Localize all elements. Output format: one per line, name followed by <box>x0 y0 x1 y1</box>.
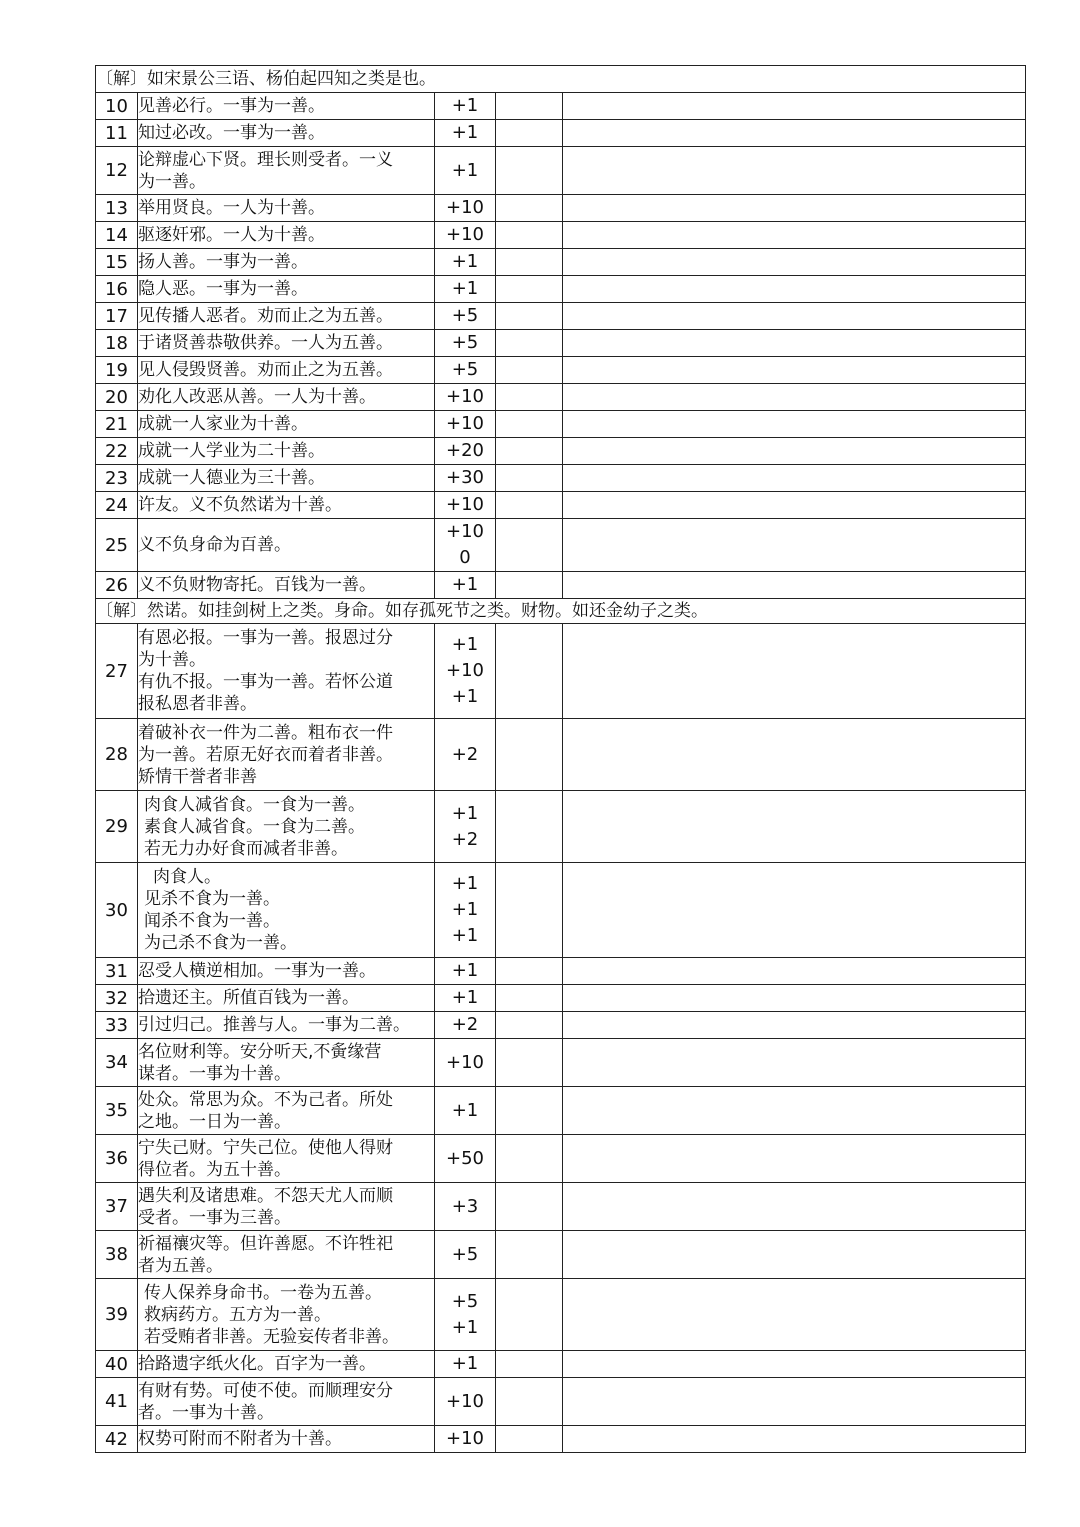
empty-tally-cell[interactable] <box>496 222 563 249</box>
merit-score <box>435 249 496 276</box>
table-row <box>96 411 1026 438</box>
score-value: +10 <box>446 660 484 681</box>
merit-description <box>138 1279 435 1351</box>
empty-notes-cell[interactable] <box>563 147 1026 195</box>
merit-score <box>435 411 496 438</box>
table-row <box>96 863 1026 958</box>
row-number: 13 <box>96 195 138 222</box>
merit-score <box>435 1351 496 1378</box>
merit-description <box>138 93 435 120</box>
empty-notes-cell[interactable] <box>563 357 1026 384</box>
row-number: 35 <box>96 1087 138 1135</box>
empty-tally-cell[interactable] <box>496 791 563 863</box>
empty-notes-cell[interactable] <box>563 195 1026 222</box>
score-value: +5 <box>451 332 479 353</box>
description-line: 矫情干誉者非善 <box>138 766 257 787</box>
merit-description <box>138 492 435 519</box>
table-row <box>96 492 1026 519</box>
score-value: +1 <box>451 1353 479 1374</box>
empty-notes-cell[interactable] <box>563 465 1026 492</box>
merit-score <box>435 438 496 465</box>
merit-score <box>435 1426 496 1453</box>
description-line: 着破补衣一件为二善。粗布衣一件 <box>138 722 393 743</box>
merit-score <box>435 276 496 303</box>
note-row <box>96 66 1026 93</box>
merit-description <box>138 357 435 384</box>
merit-score <box>435 1087 496 1135</box>
description-line: 受者。一事为三善。 <box>138 1207 291 1228</box>
description-line: 劝化人改恶从善。一人为十善。 <box>138 387 376 407</box>
description-line: 之地。一日为一善。 <box>138 1111 291 1132</box>
row-number: 25 <box>96 519 138 572</box>
merit-description <box>138 249 435 276</box>
merit-description <box>138 791 435 863</box>
score-value: +5 <box>451 1243 479 1265</box>
score-value: +1 <box>451 95 479 116</box>
merit-score <box>435 985 496 1012</box>
score-value: +10 <box>446 1051 484 1073</box>
merit-score <box>435 863 496 958</box>
empty-notes-cell[interactable] <box>563 222 1026 249</box>
description-line: 祈福禳灾等。但许善愿。不许牲祀 <box>138 1233 393 1254</box>
table-row <box>96 519 1026 572</box>
empty-notes-cell[interactable] <box>563 411 1026 438</box>
table-row <box>96 249 1026 276</box>
empty-tally-cell[interactable] <box>496 519 563 572</box>
row-number: 12 <box>96 147 138 195</box>
row-number: 26 <box>96 572 138 599</box>
score-value: +10 <box>446 494 484 515</box>
table-row <box>96 572 1026 599</box>
table-row <box>96 1012 1026 1039</box>
score-value: 0 <box>459 547 471 568</box>
score-value: +50 <box>446 1147 484 1169</box>
table-row <box>96 1231 1026 1279</box>
row-number: 19 <box>96 357 138 384</box>
score-value: +1 <box>451 802 479 824</box>
empty-tally-cell[interactable] <box>496 958 563 985</box>
score-value: +10 <box>446 224 484 245</box>
description-line: 许友。义不负然诺为十善。 <box>138 495 342 515</box>
empty-notes-cell[interactable] <box>563 1012 1026 1039</box>
description-line: 宁失己财。宁失己位。使他人得财 <box>138 1137 393 1158</box>
empty-tally-cell[interactable] <box>496 330 563 357</box>
merit-description <box>138 303 435 330</box>
merit-score <box>435 1183 496 1231</box>
merit-score <box>435 330 496 357</box>
empty-notes-cell[interactable] <box>563 303 1026 330</box>
merit-description <box>138 276 435 303</box>
score-value: +10 <box>446 1428 484 1449</box>
row-number: 20 <box>96 384 138 411</box>
description-line: 见善必行。一事为一善。 <box>138 96 325 116</box>
merit-description <box>138 719 435 791</box>
merit-description <box>138 1135 435 1183</box>
empty-tally-cell[interactable] <box>496 147 563 195</box>
row-number: 18 <box>96 330 138 357</box>
score-value: +1 <box>451 1099 479 1121</box>
table-row <box>96 330 1026 357</box>
table-row <box>96 1039 1026 1087</box>
table-row <box>96 438 1026 465</box>
score-value: +30 <box>446 467 484 488</box>
row-number: 42 <box>96 1426 138 1453</box>
description-line: 传人保养身命书。一卷为五善。 <box>144 1282 382 1303</box>
merit-description <box>138 384 435 411</box>
empty-tally-cell[interactable] <box>496 719 563 791</box>
empty-notes-cell[interactable] <box>563 1231 1026 1279</box>
merit-score <box>435 120 496 147</box>
empty-notes-cell[interactable] <box>563 249 1026 276</box>
description-line: 肉食人减省食。一食为一善。 <box>144 794 365 815</box>
merit-description <box>138 411 435 438</box>
score-value: +1 <box>451 634 479 655</box>
merit-score <box>435 1135 496 1183</box>
merit-score <box>435 791 496 863</box>
note-row <box>96 599 1026 624</box>
empty-tally-cell[interactable] <box>496 1183 563 1231</box>
empty-tally-cell[interactable] <box>496 1135 563 1183</box>
merit-score <box>435 1231 496 1279</box>
empty-notes-cell[interactable] <box>563 985 1026 1012</box>
empty-tally-cell[interactable] <box>496 303 563 330</box>
description-line: 遇失利及诸患难。不怨天尤人而顺 <box>138 1185 393 1206</box>
empty-notes-cell[interactable] <box>563 1279 1026 1351</box>
merit-description <box>138 624 435 719</box>
merit-description <box>138 1183 435 1231</box>
score-value: +1 <box>451 987 479 1008</box>
empty-notes-cell[interactable] <box>563 384 1026 411</box>
merit-score <box>435 357 496 384</box>
score-value: +1 <box>451 278 479 299</box>
empty-tally-cell[interactable] <box>496 249 563 276</box>
table-row <box>96 1351 1026 1378</box>
empty-tally-cell[interactable] <box>496 1351 563 1378</box>
score-value: +1 <box>451 122 479 143</box>
description-line: 义不负身命为百善。 <box>138 535 291 555</box>
row-number: 38 <box>96 1231 138 1279</box>
merit-score <box>435 147 496 195</box>
merit-description <box>138 1426 435 1453</box>
description-line: 有财有势。可使不使。而顺理安分 <box>138 1380 393 1401</box>
empty-notes-cell[interactable] <box>563 572 1026 599</box>
merit-description <box>138 147 435 195</box>
empty-notes-cell[interactable] <box>563 719 1026 791</box>
row-number: 14 <box>96 222 138 249</box>
description-line: 得位者。为五十善。 <box>138 1159 291 1180</box>
table-row <box>96 958 1026 985</box>
description-line: 肉食人。 <box>153 867 221 887</box>
description-line: 为己杀不食为一善。 <box>144 933 297 953</box>
empty-tally-cell[interactable] <box>496 195 563 222</box>
merit-description <box>138 863 435 958</box>
description-line: 隐人恶。一事为一善。 <box>138 279 308 299</box>
empty-tally-cell[interactable] <box>496 985 563 1012</box>
description-line: 名位财利等。安分听天,不夤缘营 <box>138 1041 382 1062</box>
description-line: 成就一人学业为二十善。 <box>138 441 325 461</box>
row-number: 11 <box>96 120 138 147</box>
row-number: 29 <box>96 791 138 863</box>
description-line: 报私恩者非善。 <box>138 694 257 714</box>
empty-notes-cell[interactable] <box>563 120 1026 147</box>
row-number: 15 <box>96 249 138 276</box>
note-text: 〔解〕如宋景公三语、杨伯起四知之类是也。 <box>96 66 1026 93</box>
description-line: 论辩虚心下贤。理长则受者。一义 <box>138 149 393 170</box>
description-line: 拾路遗字纸火化。百字为一善。 <box>138 1354 376 1374</box>
empty-notes-cell[interactable] <box>563 958 1026 985</box>
description-line: 知过必改。一事为一善。 <box>138 123 325 143</box>
empty-notes-cell[interactable] <box>563 863 1026 958</box>
empty-notes-cell[interactable] <box>563 1183 1026 1231</box>
table-row <box>96 624 1026 719</box>
empty-notes-cell[interactable] <box>563 330 1026 357</box>
description-line: 见杀不食为一善。 <box>144 889 280 909</box>
row-number: 17 <box>96 303 138 330</box>
description-line: 者。一事为十善。 <box>138 1402 274 1423</box>
empty-notes-cell[interactable] <box>563 93 1026 120</box>
empty-notes-cell[interactable] <box>563 1135 1026 1183</box>
merit-description <box>138 330 435 357</box>
empty-notes-cell[interactable] <box>563 519 1026 572</box>
score-value: +1 <box>451 925 479 946</box>
row-number: 31 <box>96 958 138 985</box>
empty-notes-cell[interactable] <box>563 1087 1026 1135</box>
merit-score <box>435 384 496 411</box>
score-value: +1 <box>451 159 479 181</box>
merit-description <box>138 465 435 492</box>
empty-notes-cell[interactable] <box>563 1378 1026 1426</box>
empty-tally-cell[interactable] <box>496 1426 563 1453</box>
empty-notes-cell[interactable] <box>563 1039 1026 1087</box>
score-value: +1 <box>451 873 479 894</box>
row-number: 32 <box>96 985 138 1012</box>
description-line: 见传播人恶者。劝而止之为五善。 <box>138 306 393 326</box>
score-value: +1 <box>451 960 479 981</box>
score-value: +2 <box>451 743 479 765</box>
table-row <box>96 303 1026 330</box>
empty-tally-cell[interactable] <box>496 465 563 492</box>
table-row <box>96 195 1026 222</box>
score-value: +20 <box>446 440 484 461</box>
empty-tally-cell[interactable] <box>496 120 563 147</box>
merit-description <box>138 958 435 985</box>
row-number: 41 <box>96 1378 138 1426</box>
merit-score <box>435 958 496 985</box>
empty-tally-cell[interactable] <box>496 492 563 519</box>
row-number: 21 <box>96 411 138 438</box>
empty-tally-cell[interactable] <box>496 438 563 465</box>
description-line: 若受贿者非善。无验妄传者非善。 <box>144 1326 399 1347</box>
score-value: +10 <box>446 1390 484 1412</box>
merit-description <box>138 1378 435 1426</box>
description-line: 闻杀不食为一善。 <box>144 911 280 931</box>
row-number: 36 <box>96 1135 138 1183</box>
merit-description <box>138 572 435 599</box>
empty-notes-cell[interactable] <box>563 1426 1026 1453</box>
empty-tally-cell[interactable] <box>496 863 563 958</box>
merit-score <box>435 519 496 572</box>
description-line: 驱逐奸邪。一人为十善。 <box>138 225 325 245</box>
score-value: +1 <box>451 574 479 595</box>
table-row <box>96 1378 1026 1426</box>
score-value: +3 <box>451 1195 479 1217</box>
merit-description <box>138 222 435 249</box>
description-line: 引过归己。推善与人。一事为二善。 <box>138 1015 410 1035</box>
empty-tally-cell[interactable] <box>496 1378 563 1426</box>
description-line: 救病药方。五方为一善。 <box>144 1304 331 1325</box>
empty-tally-cell[interactable] <box>496 276 563 303</box>
description-line: 成就一人德业为三十善。 <box>138 468 325 488</box>
merit-description <box>138 519 435 572</box>
merit-score <box>435 1039 496 1087</box>
row-number: 10 <box>96 93 138 120</box>
note-text: 〔解〕然诺。如挂剑树上之类。身命。如存孤死节之类。财物。如还金幼子之类。 <box>96 599 1026 624</box>
row-number: 40 <box>96 1351 138 1378</box>
empty-notes-cell[interactable] <box>563 1351 1026 1378</box>
table-row <box>96 1135 1026 1183</box>
row-number: 16 <box>96 276 138 303</box>
empty-notes-cell[interactable] <box>563 791 1026 863</box>
description-line: 为十善。 <box>138 650 206 670</box>
row-number: 23 <box>96 465 138 492</box>
description-line: 谋者。一事为十善。 <box>138 1063 291 1084</box>
empty-notes-cell[interactable] <box>563 276 1026 303</box>
empty-tally-cell[interactable] <box>496 384 563 411</box>
empty-tally-cell[interactable] <box>496 1231 563 1279</box>
description-line: 有恩必报。一事为一善。报恩过分 <box>138 628 393 648</box>
empty-tally-cell[interactable] <box>496 93 563 120</box>
description-line: 者为五善。 <box>138 1255 223 1276</box>
description-line: 若无力办好食而减者非善。 <box>144 838 348 859</box>
row-number: 30 <box>96 863 138 958</box>
table-row <box>96 276 1026 303</box>
row-number: 33 <box>96 1012 138 1039</box>
row-number: 34 <box>96 1039 138 1087</box>
score-value: +1 <box>451 1316 479 1338</box>
description-line: 扬人善。一事为一善。 <box>138 252 308 272</box>
table-row <box>96 384 1026 411</box>
merit-score <box>435 719 496 791</box>
score-value: +10 <box>446 521 484 542</box>
merit-score <box>435 572 496 599</box>
merit-description <box>138 120 435 147</box>
description-line: 素食人减省食。一食为二善。 <box>144 816 365 837</box>
table-row <box>96 791 1026 863</box>
row-number: 24 <box>96 492 138 519</box>
description-line: 举用贤良。一人为十善。 <box>138 198 325 218</box>
table-row <box>96 465 1026 492</box>
score-value: +1 <box>451 686 479 707</box>
row-number: 27 <box>96 624 138 719</box>
score-value: +2 <box>451 1014 479 1035</box>
description-line: 有仇不报。一事为一善。若怀公道 <box>138 672 393 692</box>
description-line: 于诸贤善恭敬供养。一人为五善。 <box>138 333 393 353</box>
score-value: +5 <box>451 359 479 380</box>
table-row <box>96 93 1026 120</box>
description-line: 处众。常思为众。不为己者。所处 <box>138 1089 393 1110</box>
merit-description <box>138 1231 435 1279</box>
merit-score <box>435 1279 496 1351</box>
table-row <box>96 222 1026 249</box>
row-number: 28 <box>96 719 138 791</box>
description-line: 权势可附而不附者为十善。 <box>138 1429 342 1449</box>
empty-tally-cell[interactable] <box>496 411 563 438</box>
empty-notes-cell[interactable] <box>563 624 1026 719</box>
table-row <box>96 1183 1026 1231</box>
table-row <box>96 1426 1026 1453</box>
score-value: +1 <box>451 251 479 272</box>
empty-tally-cell[interactable] <box>496 1087 563 1135</box>
description-line: 忍受人横逆相加。一事为一善。 <box>138 961 376 981</box>
merit-score <box>435 303 496 330</box>
table-row <box>96 1087 1026 1135</box>
merit-score <box>435 93 496 120</box>
empty-tally-cell[interactable] <box>496 357 563 384</box>
description-line: 见人侵毁贤善。劝而止之为五善。 <box>138 360 393 380</box>
row-number: 39 <box>96 1279 138 1351</box>
merit-ledger-table <box>95 65 1026 1453</box>
merit-description <box>138 985 435 1012</box>
merit-description <box>138 1039 435 1087</box>
score-value: +1 <box>451 899 479 920</box>
score-value: +10 <box>446 197 484 218</box>
table-row <box>96 357 1026 384</box>
merit-score <box>435 624 496 719</box>
table-row <box>96 1279 1026 1351</box>
merit-description <box>138 1087 435 1135</box>
merit-description <box>138 195 435 222</box>
score-value: +2 <box>451 828 479 850</box>
table-row <box>96 719 1026 791</box>
description-line: 成就一人家业为十善。 <box>138 414 308 434</box>
description-line: 义不负财物寄托。百钱为一善。 <box>138 575 376 595</box>
description-line: 为一善。 <box>138 171 206 192</box>
table-row <box>96 147 1026 195</box>
score-value: +5 <box>451 1290 479 1312</box>
row-number: 37 <box>96 1183 138 1231</box>
empty-tally-cell[interactable] <box>496 1279 563 1351</box>
merit-score <box>435 222 496 249</box>
merit-description <box>138 438 435 465</box>
ledger-body <box>96 66 1026 1453</box>
score-value: +10 <box>446 386 484 407</box>
row-number: 22 <box>96 438 138 465</box>
description-line: 拾遗还主。所值百钱为一善。 <box>138 988 359 1008</box>
score-value: +10 <box>446 413 484 434</box>
empty-tally-cell[interactable] <box>496 1012 563 1039</box>
table-row <box>96 120 1026 147</box>
score-value: +5 <box>451 305 479 326</box>
empty-tally-cell[interactable] <box>496 572 563 599</box>
empty-tally-cell[interactable] <box>496 624 563 719</box>
merit-score <box>435 195 496 222</box>
merit-description <box>138 1351 435 1378</box>
merit-score <box>435 1012 496 1039</box>
merit-score <box>435 492 496 519</box>
merit-score <box>435 1378 496 1426</box>
merit-score <box>435 465 496 492</box>
empty-tally-cell[interactable] <box>496 1039 563 1087</box>
table-row <box>96 985 1026 1012</box>
empty-notes-cell[interactable] <box>563 492 1026 519</box>
merit-description <box>138 1012 435 1039</box>
description-line: 为一善。若原无好衣而着者非善。 <box>138 744 393 765</box>
empty-notes-cell[interactable] <box>563 438 1026 465</box>
